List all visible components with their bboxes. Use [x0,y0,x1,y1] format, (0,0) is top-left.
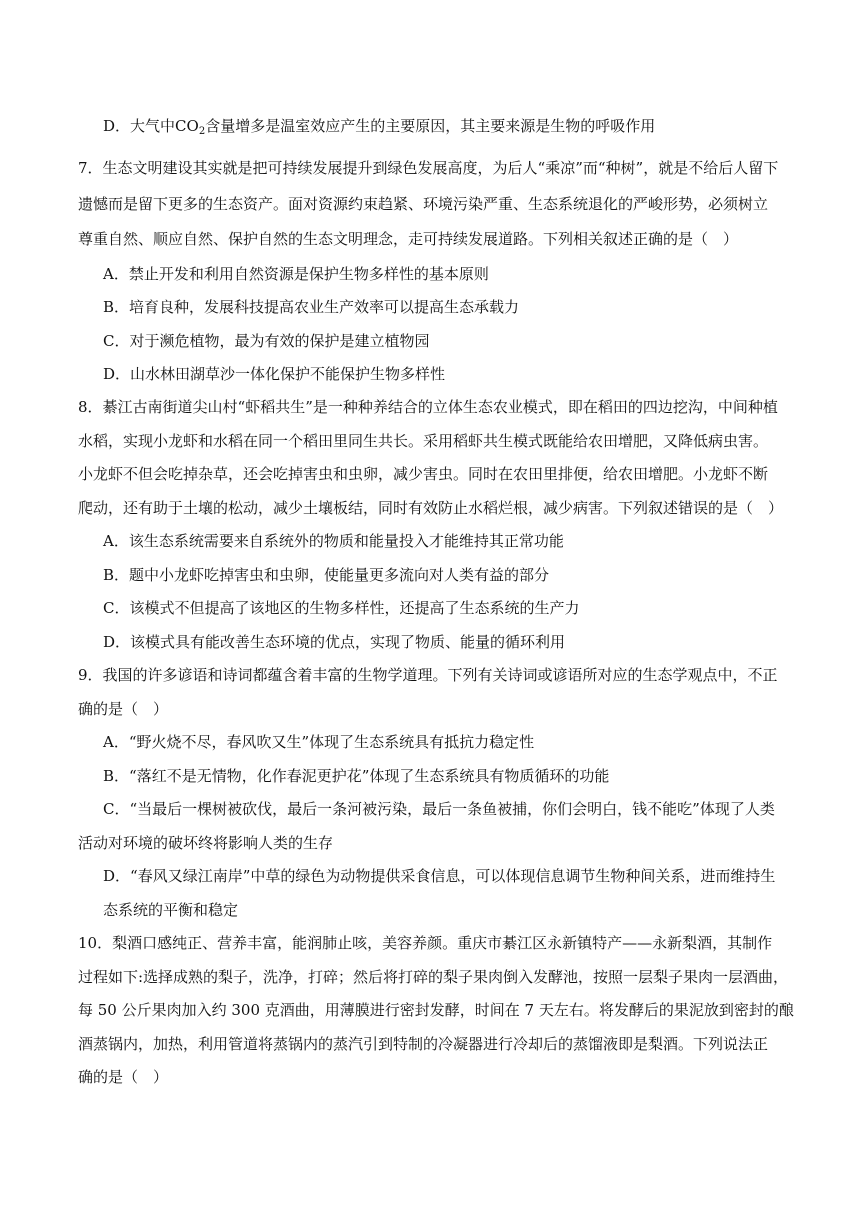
q8-option-c: C．该模式不但提高了该地区的生物多样性，还提高了生态系统的生产力 [103,599,580,617]
co2-subscript: 2 [198,126,206,137]
q8-stem-line-3: 小龙虾不但会吃掉杂草，还会吃掉害虫和虫卵，减少害虫。同时在农田里排便，给农田增肥。小龙虾不断 [78,465,769,483]
q9-stem-line-1: 9．我国的许多谚语和诗词都蕴含着丰富的生物学道理。下列有关诗词或谚语所对应的生态学观点中，不正 [78,666,778,684]
q9-option-c-line-2: 活动对环境的破坏终将影响人类的生存 [78,834,334,852]
q7-option-a: A．禁止开发和利用自然资源是保护生物多样性的基本原则 [103,265,489,283]
q10-stem-line-4: 酒蒸锅内，加热，利用管道将蒸锅内的蒸汽引到特制的冷凝器进行冷却后的蒸馏液即是梨酒。下列说法正 [78,1035,769,1053]
q9-option-d-line-2: 态系统的平衡和稳定 [103,901,239,919]
q10-stem-line-5: 确的是（ ） [78,1068,169,1086]
q10-stem-line-2: 过程如下:选择成熟的梨子，洗净，打碎；然后将打碎的梨子果肉倒入发酵池，按照一层梨子果肉一层酒曲， [78,968,789,986]
q8-stem-line-4: 爬动，还有助于土壤的松动，减少土壤板结，同时有效防止水稻烂根，减少病害。下列叙述错误的是（ ） [78,499,784,517]
q9-stem-line-2: 确的是（ ） [78,700,169,718]
q9-option-a: A．“野火烧不尽，春风吹又生”体现了生态系统具有抵抗力稳定性 [103,733,535,751]
q7-stem-line-3: 尊重自然、顺应自然、保护自然的生态文明理念，走可持续发展道路。下列相关叙述正确的是（ ） [78,230,739,248]
q9-option-c-line-1: C．“当最后一棵树被砍伐，最后一条河被污染，最后一条鱼被捕，你们会明白，钱不能吃”体现了人类 [103,800,775,818]
q7-option-b: B．培育良种，发展科技提高农业生产效率可以提高生态承载力 [103,298,520,316]
q10-stem-line-1: 10．梨酒口感纯正、营养丰富，能润肺止咳，美容养颜。重庆市綦江区永新镇特产——永新梨酒，其制作 [78,934,773,952]
q8-stem-line-1: 8．綦江古南街道尖山村“虾稻共生”是一种种养结合的立体生态农业模式，即在稻田的四边挖沟，中间种植 [78,398,778,416]
q6-option-d-text-rest: 含量增多是温室效应产生的主要原因，其主要来源是生物的呼吸作用 [205,117,656,135]
q7-stem-line-1: 7．生态文明建设其实就是把可持续发展提升到绿色发展高度，为后人“乘凉”而“种树”，就是不给后人留下 [78,159,779,177]
q8-option-b: B．题中小龙虾吃掉害虫和虫卵，使能量更多流向对人类有益的部分 [103,566,550,584]
q7-option-d: D．山水林田湖草沙一体化保护不能保护生物多样性 [103,365,446,383]
q9-option-d-line-1: D．“春风又绿江南岸”中草的绿色为动物提供采食信息，可以体现信息调节生物种间关系，进而维持生 [103,867,776,885]
q7-stem-line-2: 遗憾而是留下更多的生态资产。面对资源约束趋紧、环境污染严重、生态系统退化的严峻形势，必须树立 [78,195,769,213]
q8-option-a: A．该生态系统需要来自系统外的物质和能量投入才能维持其正常功能 [103,532,564,550]
q6-option-d-text: D．大气中CO [103,117,199,135]
q8-option-d: D．该模式具有能改善生态环境的优点，实现了物质、能量的循环利用 [103,633,566,651]
q7-option-c: C．对于濒危植物，最为有效的保护是建立植物园 [103,332,430,350]
q10-stem-line-3: 每 50 公斤果肉加入约 300 克酒曲，用薄膜进行密封发酵，时间在 7 天左右。将发酵后的果泥放到密封的酿 [78,1001,794,1019]
q9-option-b: B．“落红不是无情物，化作春泥更护花”体现了生态系统具有物质循环的功能 [103,767,610,785]
q6-option-d [103,116,655,136]
q8-stem-line-2: 水稻，实现小龙虾和水稻在同一个稻田里同生共长。采用稻虾共生模式既能给农田增肥，又降低病虫害。 [78,432,769,450]
